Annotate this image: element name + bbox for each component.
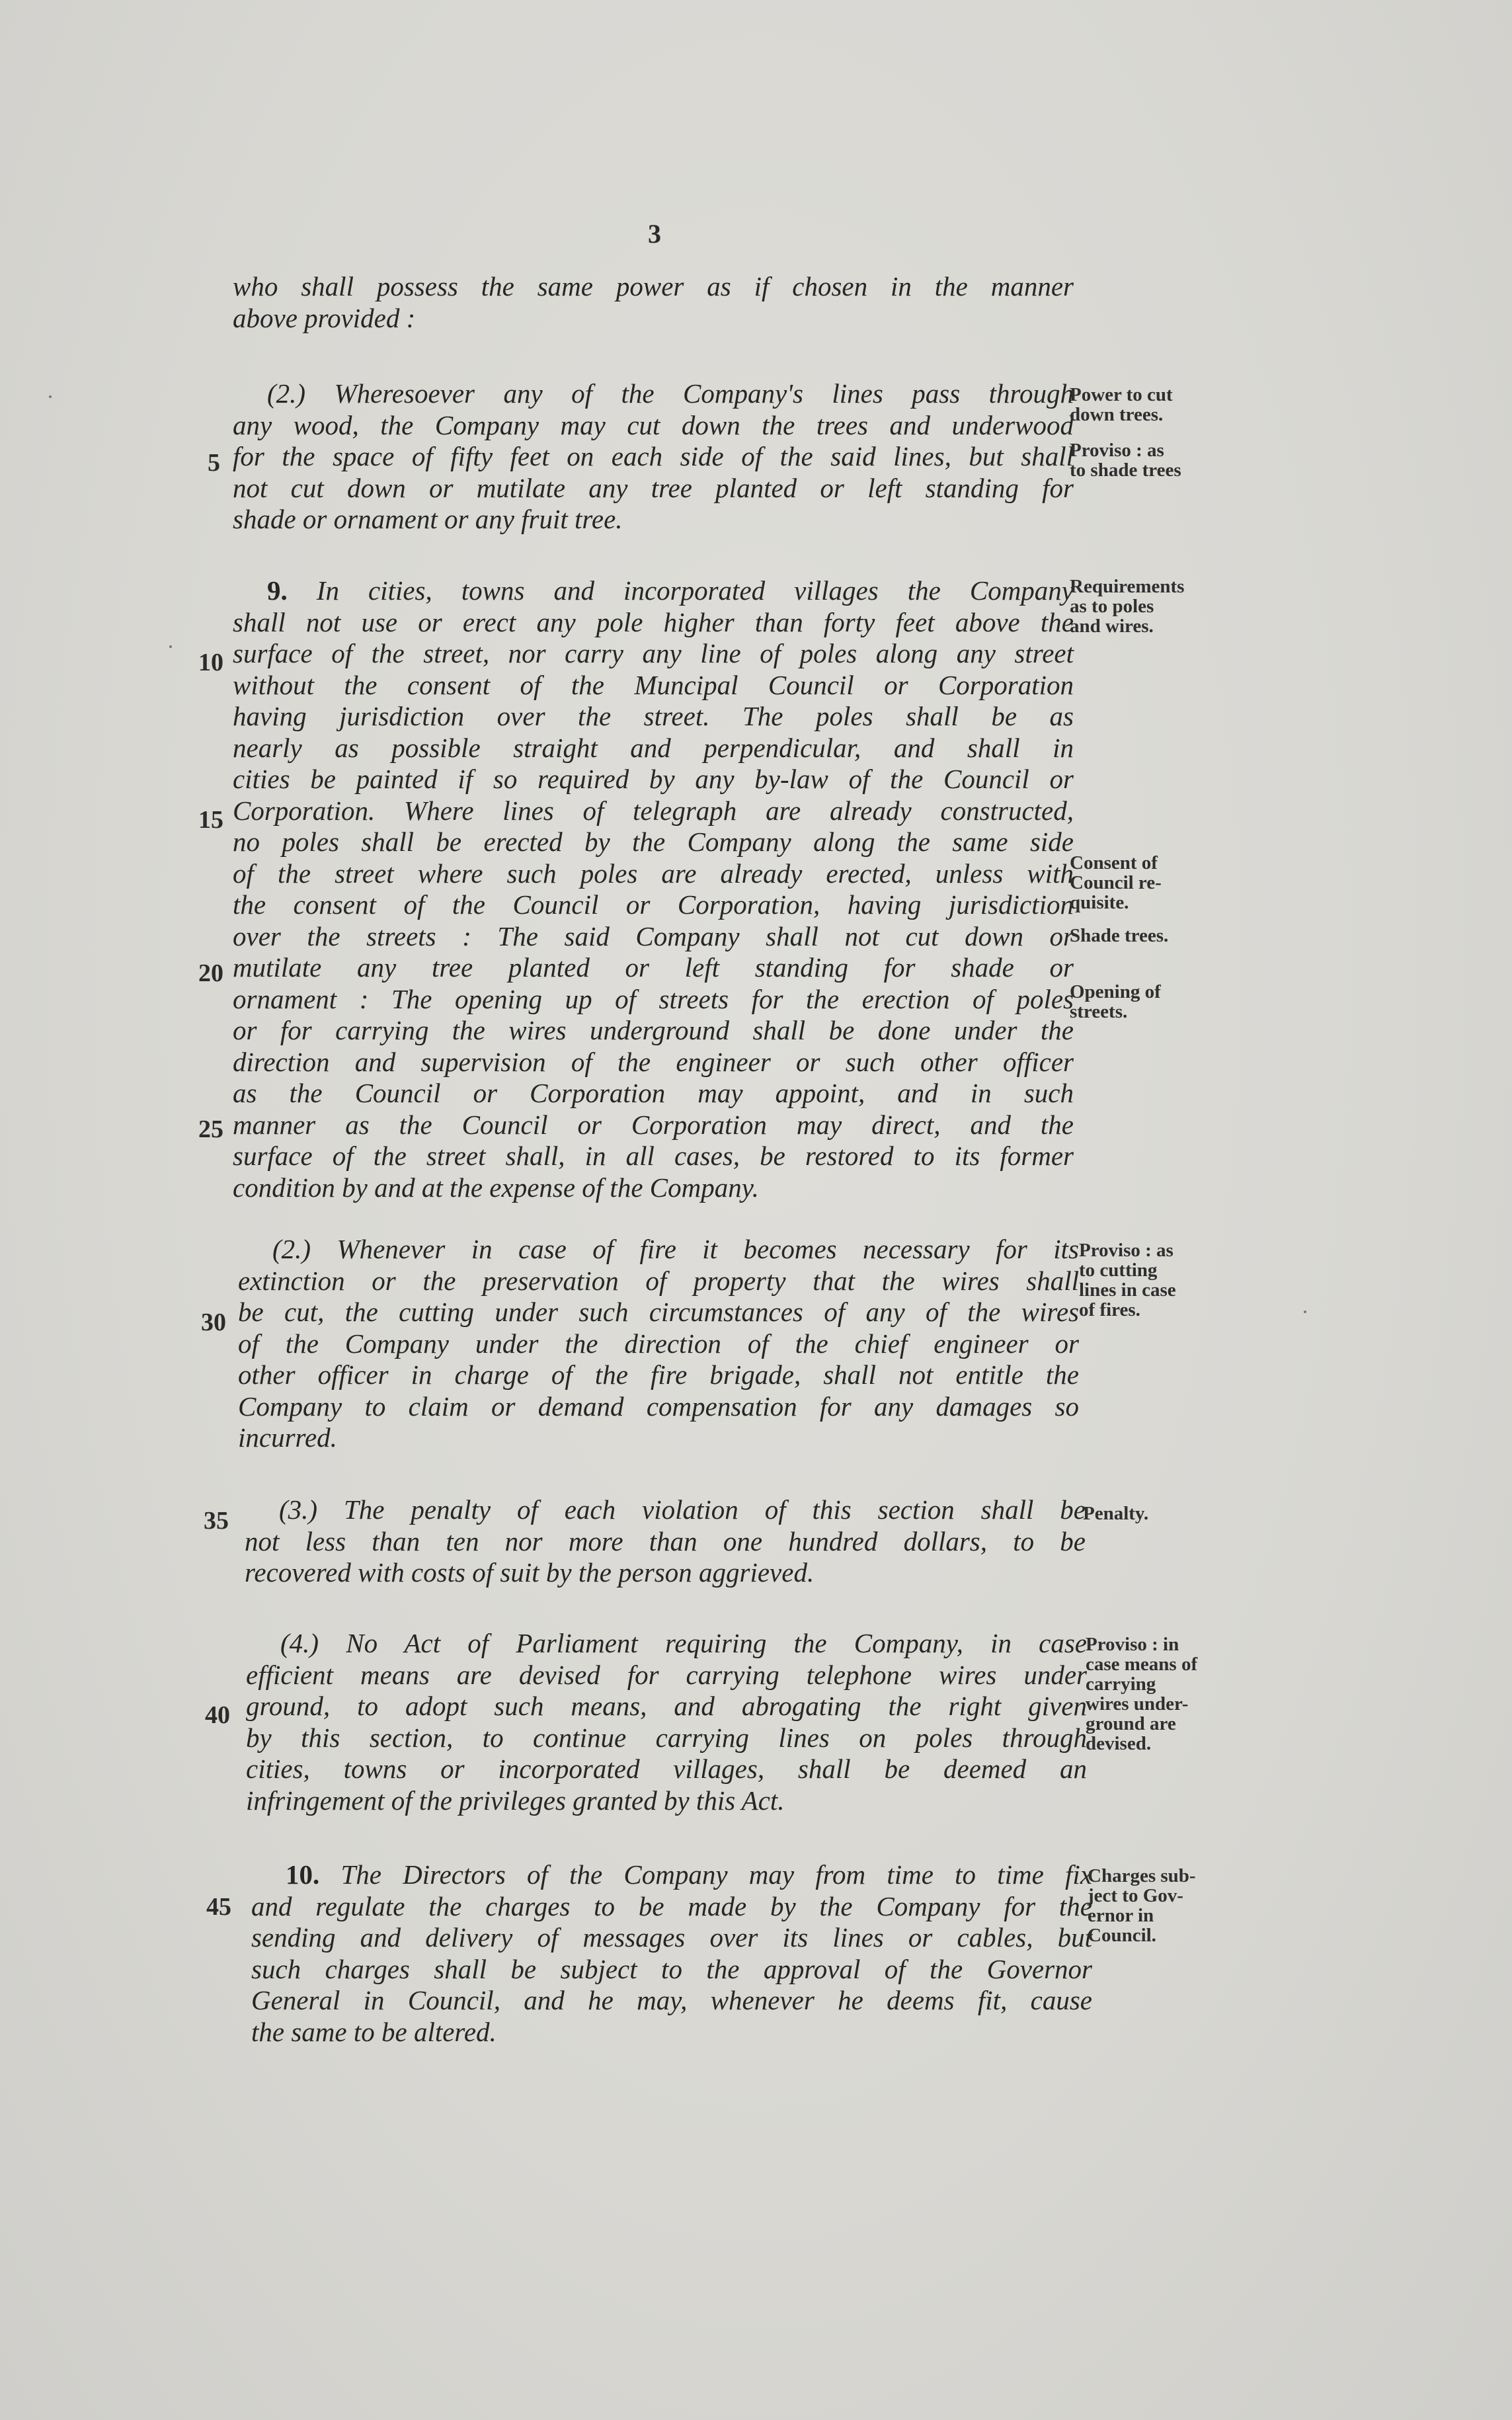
margin-note-line: to shade trees xyxy=(1070,460,1181,481)
margin-note-line: Council re- xyxy=(1070,872,1162,893)
text-line: direction and supervision of the engineer or such other officer xyxy=(233,1046,1074,1077)
margin-note-line: carrying xyxy=(1086,1674,1156,1695)
page-number: 3 xyxy=(648,219,661,249)
intro-paragraph xyxy=(233,271,1074,334)
text-line: sending and delivery of messages over its lines or cables, but xyxy=(251,1922,1092,1953)
text-line: not cut down or mutilate any tree planted or left standing for xyxy=(233,472,1074,503)
text-line: shade or ornament or any fruit tree. xyxy=(233,504,623,534)
line-number: 20 xyxy=(198,959,223,987)
margin-note-line: Proviso : in xyxy=(1086,1634,1179,1655)
line-number: 40 xyxy=(205,1701,230,1729)
margin-note-consent xyxy=(1070,853,1222,912)
line-number: 45 xyxy=(206,1893,231,1921)
margin-note-requirements xyxy=(1070,577,1222,636)
section-9-subsection-2 xyxy=(238,1234,1079,1454)
line-number: 25 xyxy=(198,1115,223,1143)
text-line: the consent of the Council or Corporation, having jurisdiction xyxy=(233,889,1074,920)
margin-note-line: case means of xyxy=(1086,1654,1198,1675)
text-line xyxy=(251,1859,1092,1891)
text-line: above provided : xyxy=(233,302,416,333)
text-line-content: The Directors of the Company may from time to time fix xyxy=(340,1859,1092,1890)
line-number: 15 xyxy=(198,806,223,834)
line-number: 10 xyxy=(198,649,223,676)
text-line: efficient means are devised for carrying telephone wires under xyxy=(246,1659,1087,1690)
text-line: surface of the street, nor carry any line of poles along any street xyxy=(233,638,1074,668)
margin-note-proviso-fires xyxy=(1079,1240,1231,1320)
text-line: ground, to adopt such means, and abrogating the right given xyxy=(246,1691,1087,1721)
paper-speck xyxy=(169,645,172,648)
paper-speck xyxy=(1304,1311,1306,1313)
margin-note-line: ject to Gov- xyxy=(1088,1885,1183,1906)
text-line: recovered with costs of suit by the person aggrieved. xyxy=(245,1557,815,1588)
text-line-content: In cities, towns and incorporated villages the Company xyxy=(316,575,1074,606)
margin-note-line: to cutting xyxy=(1079,1260,1158,1281)
text-line: or for carrying the wires underground shall be done under the xyxy=(233,1015,1074,1045)
margin-note-proviso-underground xyxy=(1086,1634,1238,1754)
margin-note-line: and wires. xyxy=(1070,616,1154,637)
text-line: such charges shall be subject to the approval of the Governor xyxy=(251,1953,1092,1984)
text-line: be cut, the cutting under such circumstances of any of the wires xyxy=(238,1297,1079,1327)
line-number: 30 xyxy=(201,1309,226,1336)
line-number: 5 xyxy=(208,449,220,477)
margin-note-proviso-shade xyxy=(1070,440,1222,480)
margin-note-line: lines in case xyxy=(1079,1279,1176,1301)
margin-note-line: Power to cut xyxy=(1070,384,1173,405)
text-line: surface of the street shall, in all cases, be restored to its former xyxy=(233,1141,1074,1171)
text-line: (4.) No Act of Parliament requiring the Company, in case xyxy=(280,1628,1087,1658)
section-8-subsection-2 xyxy=(233,378,1074,536)
margin-note-line: Opening of xyxy=(1070,981,1161,1002)
text-line: for the space of fifty feet on each side of the said lines, but shall xyxy=(233,441,1074,471)
text-line: incurred. xyxy=(238,1422,337,1453)
margin-note-line: down trees. xyxy=(1070,404,1164,425)
margin-note-line: wires under- xyxy=(1086,1693,1189,1714)
margin-note-charges xyxy=(1088,1866,1240,1945)
text-line: (2.) Whenever in case of fire it becomes necessary for its xyxy=(272,1234,1079,1264)
text-line: Company to claim or demand compensation for any damages so xyxy=(238,1391,1079,1422)
text-line xyxy=(233,575,1074,607)
margin-note-line: quisite. xyxy=(1070,892,1129,913)
section-9-subsection-4 xyxy=(246,1628,1087,1816)
margin-note-line: Shade trees. xyxy=(1070,925,1169,946)
text-line: as the Council or Corporation may appoint, and in such xyxy=(233,1078,1074,1108)
text-line: cities be painted if so required by any by-law of the Council or xyxy=(233,764,1074,794)
text-line: any wood, the Company may cut down the trees and underwood xyxy=(233,409,1074,440)
margin-note-line: Proviso : as xyxy=(1079,1240,1174,1261)
margin-note-shade-trees xyxy=(1070,926,1222,946)
text-line: Corporation. Where lines of telegraph are already constructed, xyxy=(233,795,1074,826)
margin-note-power-to-cut xyxy=(1070,385,1222,424)
text-line: the same to be altered. xyxy=(251,2016,497,2047)
section-number: 10. xyxy=(286,1859,320,1890)
text-line: condition by and at the expense of the Company. xyxy=(233,1172,759,1203)
margin-note-line: ground are xyxy=(1086,1713,1176,1734)
margin-note-line: Charges sub- xyxy=(1088,1865,1196,1886)
text-line: over the streets : The said Company shall not cut down or xyxy=(233,920,1074,951)
text-line: of the Company under the direction of the chief engineer or xyxy=(238,1328,1079,1359)
text-line: nearly as possible straight and perpendicular, and shall in xyxy=(233,732,1074,763)
text-line: (3.) The penalty of each violation of this section shall be xyxy=(279,1494,1086,1525)
line-number: 35 xyxy=(204,1507,229,1535)
text-line: who shall possess the same power as if chosen in the manner xyxy=(233,271,1074,302)
text-line: no poles shall be erected by the Company along the same side xyxy=(233,827,1074,857)
margin-note-line: as to poles xyxy=(1070,596,1154,617)
text-line: mutilate any tree planted or left standing for shade or xyxy=(233,952,1074,983)
text-line: (2.) Wheresoever any of the Company's lines pass through xyxy=(267,378,1074,409)
margin-note-line: Council. xyxy=(1088,1925,1156,1946)
margin-note-line: Requirements xyxy=(1070,576,1185,597)
paper-speck xyxy=(49,395,52,398)
text-line: General in Council, and he may, whenever he deems fit, cause xyxy=(251,1985,1092,2015)
text-line: not less than ten nor more than one hundred dollars, to be xyxy=(245,1525,1086,1556)
section-9 xyxy=(233,575,1074,1203)
margin-note-line: devised. xyxy=(1086,1733,1152,1754)
text-line: cities, towns or incorporated villages, shall be deemed an xyxy=(246,1754,1087,1784)
text-line: infringement of the privileges granted by this Act. xyxy=(246,1785,785,1816)
margin-note-line: Consent of xyxy=(1070,852,1158,873)
margin-note-line: Penalty. xyxy=(1083,1503,1149,1524)
section-number: 9. xyxy=(267,575,288,606)
text-line: ornament : The opening up of streets for the erection of poles xyxy=(233,983,1074,1014)
margin-note-penalty xyxy=(1083,1504,1235,1523)
margin-note-line: Proviso : as xyxy=(1070,440,1164,461)
text-line: of the street where such poles are already erected, unless with xyxy=(233,858,1074,889)
text-line: manner as the Council or Corporation may direct, and the xyxy=(233,1109,1074,1140)
section-10 xyxy=(251,1859,1092,2048)
margin-note-line: of fires. xyxy=(1079,1299,1140,1320)
text-line: without the consent of the Muncipal Council or Corporation xyxy=(233,669,1074,700)
margin-note-opening-streets xyxy=(1070,982,1222,1022)
margin-note-line: streets. xyxy=(1070,1001,1128,1022)
text-line: and regulate the charges to be made by the Company for the xyxy=(251,1890,1092,1921)
text-line: having jurisdiction over the street. The poles shall be as xyxy=(233,701,1074,731)
margin-note-line: ernor in xyxy=(1088,1905,1154,1926)
section-9-subsection-3 xyxy=(245,1494,1086,1589)
text-line: shall not use or erect any pole higher than forty feet above the xyxy=(233,606,1074,637)
text-line: other officer in charge of the fire brigade, shall not entitle the xyxy=(238,1359,1079,1390)
text-line: extinction or the preservation of property that the wires shall xyxy=(238,1265,1079,1296)
text-line: by this section, to continue carrying lines on poles through xyxy=(246,1722,1087,1753)
